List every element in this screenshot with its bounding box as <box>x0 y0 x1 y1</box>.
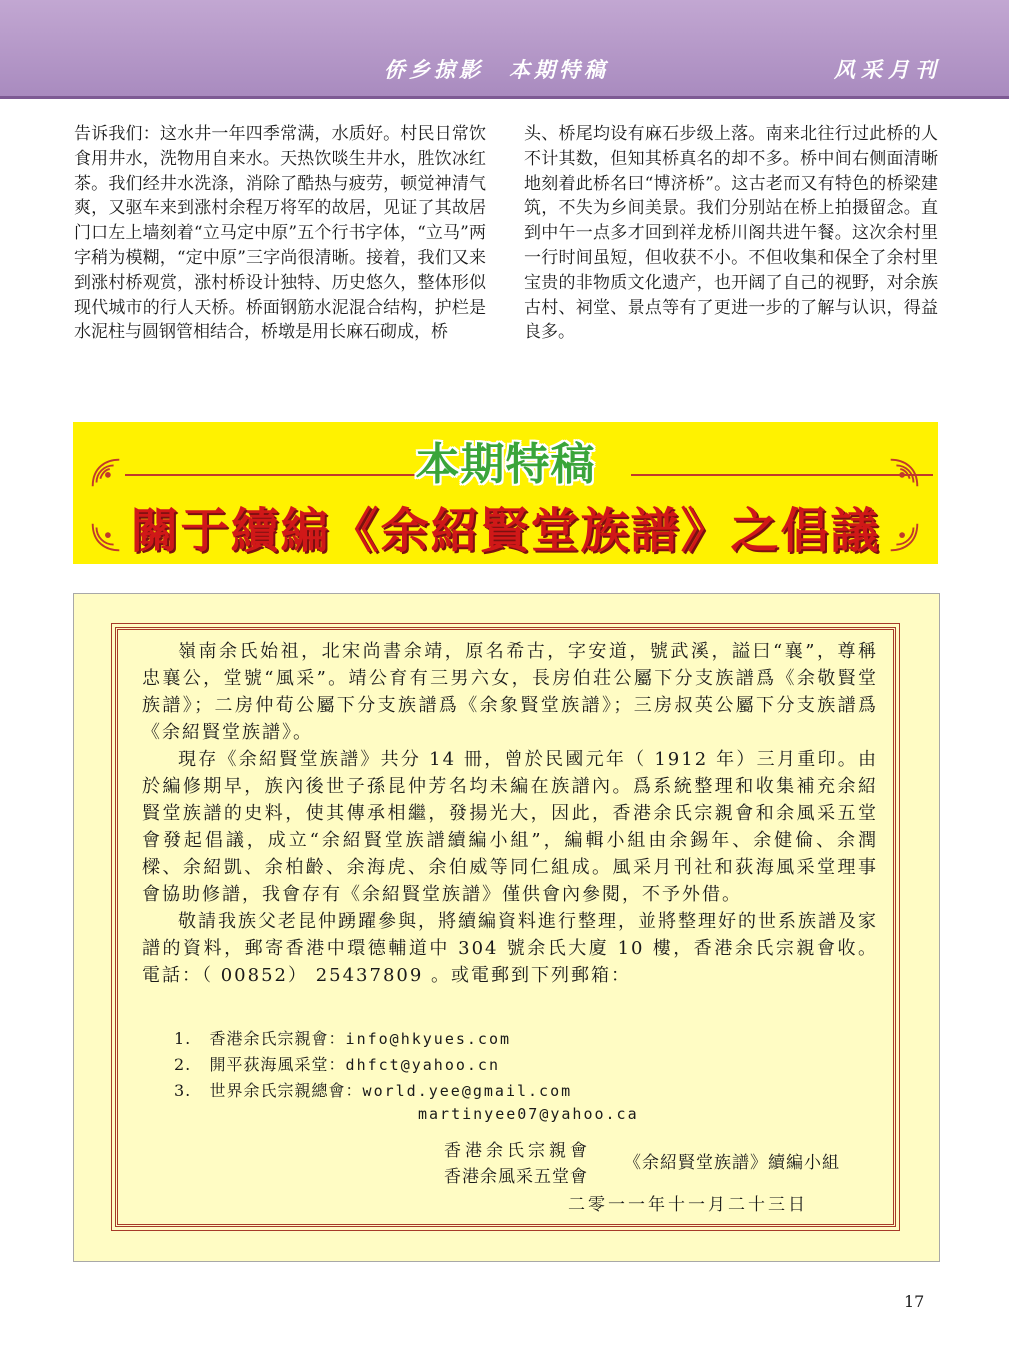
article-text-right: 头、桥尾均设有麻石步级上落。南来北往行过此桥的人不计其数，但知其桥真名的却不多。桥中间右侧面清晰地刻着此桥名曰“博济桥”。这古老而又有特色的桥梁建筑，不失为乡间美景。我们分别站在桥上拍摄留念。直到中午一点多才回到祥龙桥川阁共进午餐。这次余村里一行时间虽短，但收获不小。不但收集和保全了余村里宝贵的非物质文化遗产，也开阔了自己的视野，对余族古村、祠堂、景点等有了更进一步的了解与认识，得益良多。 <box>524 124 938 343</box>
notice-box <box>73 593 940 1262</box>
banner-title: 關于續編《余紹賢堂族譜》之倡議 <box>130 503 881 559</box>
email-link[interactable]: dhfct@yahoo.cn <box>345 1056 500 1074</box>
email-link[interactable]: martinyee07@yahoo.ca <box>418 1105 639 1123</box>
banner-kicker: 本期特稿 <box>415 439 596 490</box>
notice-body <box>142 638 878 989</box>
email-item: 1. 香港余氏宗親會：info@hkyues.com <box>174 1029 512 1048</box>
section-title: 侨乡掠影 本期特稿 <box>384 58 609 82</box>
notice-paragraph: 敬請我族父老昆仲踴躍參與，將續編資料進行整理，並將整理好的世系族譜及家譜的資料，郵寄香港中環德輔道中 304 號余氏大廈 10 樓，香港余氏宗親會收。電話：（ 00852） 25437809 。或電郵到下列郵箱： <box>142 911 878 986</box>
email-link[interactable]: info@hkyues.com <box>345 1030 512 1048</box>
email-item <box>418 1104 639 1123</box>
email-item: 2. 開平荻海風采堂：dhfct@yahoo.cn <box>174 1055 500 1074</box>
signature-group: 《余紹賢堂族譜》續編小組 <box>624 1153 840 1173</box>
signature-org: 香港余氏宗親會 <box>444 1141 591 1161</box>
notice-date: 二零一一年十一月二十三日 <box>568 1195 808 1215</box>
article-text-left: 告诉我们：这水井一年四季常满，水质好。村民日常饮食用井水，洗物用自来水。天热饮啖生井水，胜饮冰红茶。我们经井水洗涤，消除了酷热与疲劳，顿觉神清气爽，又驱车来到涨村余程万将军的故居，见证了其故居门口左上墙刻着“立马定中原”五个行书字体，“立马”两字稍为模糊，“定中原”三字尚很清晰。接着，我们又来到涨村桥观赏，涨村桥设计独特、历史悠久，整体形似现代城市的行人天桥。桥面钢筋水泥混合结构，护栏是水泥柱与圆钢管相结合，桥墩是用长麻石砌成，桥 <box>74 124 486 343</box>
feature-banner <box>73 422 938 564</box>
article-column-right <box>524 122 938 345</box>
article-column-left <box>74 122 486 345</box>
email-item: 3. 世界余氏宗親總會：world.yee@gmail.com <box>174 1081 573 1100</box>
page-header <box>0 0 1009 99</box>
notice-frame <box>115 627 896 1227</box>
page-number: 17 <box>904 1292 925 1311</box>
notice-paragraph: 現存《余紹賢堂族譜》共分 14 冊，曾於民國元年（ 1912 年）三月重印。由於編修期早，族內後世子孫昆仲芳名均未編在族譜內。爲系統整理和收集補充余紹賢堂族譜的史料，使其傳承相繼，發揚光大，因此，香港余氏宗親會和余風采五堂會發起倡議，成立“余紹賢堂族譜續編小組”，編輯小組由余錫年、余健倫、余潤樑、余紹凱、余柏齡、余海虎、余伯威等同仁組成。風采月刊社和荻海風采堂理事會協助修譜，我會存有《余紹賢堂族譜》僅供會內參閱，不予外借。 <box>142 749 878 905</box>
magazine-name: 风采月刊 <box>834 58 942 82</box>
email-link[interactable]: world.yee@gmail.com <box>362 1082 573 1100</box>
signature-org: 香港余風采五堂會 <box>444 1167 588 1187</box>
notice-paragraph: 嶺南余氏始祖，北宋尚書余靖，原名希古，字安道，號武溪，謚曰“襄”，尊稱忠襄公，堂號“風采”。靖公育有三男六女，長房伯荘公屬下分支族譜爲《余敬賢堂族譜》；二房仲荀公屬下分支族譜爲《余象賢堂族譜》；三房叔英公屬下分支族譜爲《余紹賢堂族譜》。 <box>142 641 878 743</box>
